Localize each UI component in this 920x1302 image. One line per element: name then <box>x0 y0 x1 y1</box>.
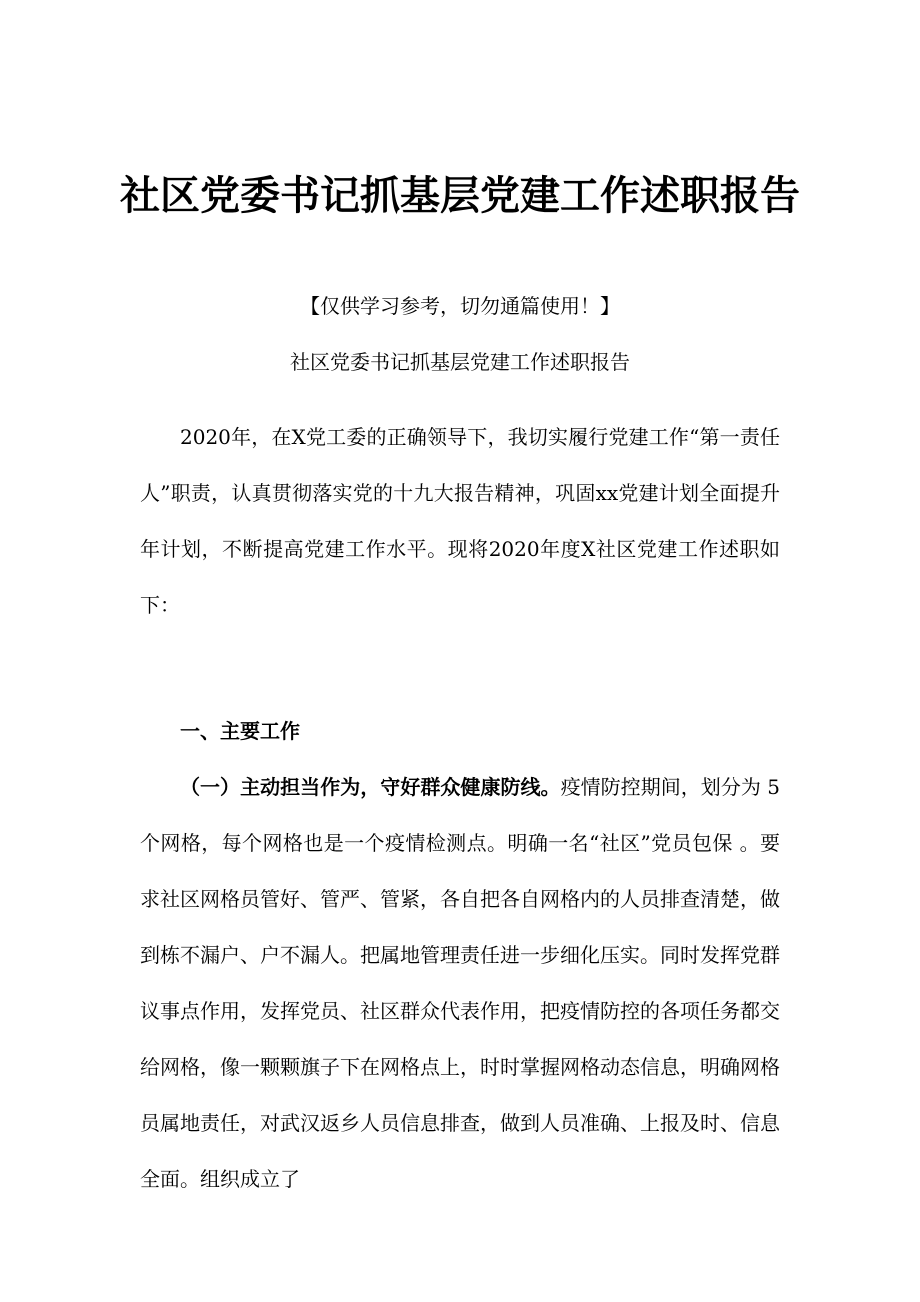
document-subtitle: 社区党委书记抓基层党建工作述职报告 <box>290 350 630 374</box>
intro-paragraph: 2020年，在X党工委的正确领导下，我切实履行党建工作“第一责任人”职责，认真贯彻落实党的十九大报告精神，巩固xx党建计划全面提升年计划，不断提高党建工作水平。现将2020年度X社区党建工作述职如下： <box>140 425 780 617</box>
item-1-body: 疫情防控期间，划分为 5个网格，每个网格也是一个疫情检测点。明确一名“社区”党员包保 。要求社区网格员管好、管严、管紧，各自把各自网格内的人员排查清楚，做到栋不漏户、户不漏人。把属地管理责任进一步细化压实。同时发挥党群议事点作用，发挥党员、社区群众代表作用，把疫情防控的各项任务都交给网格，像一颗颗旗子下在网格点上，时时掌握网格动态信息，明确网格员属地责任，对武汉返乡人员信息排查，做到人员准确、上报及时、信息全面。组织成立了 <box>140 775 780 1191</box>
item-1-paragraph <box>140 759 780 1207</box>
item-1-lead: （一）主动担当作为，守好群众健康防线。 <box>180 775 561 799</box>
usage-notice: 【仅供学习参考，切勿通篇使用！】 <box>300 294 620 318</box>
section-heading: 一、主要工作 <box>180 719 300 743</box>
document-title: 社区党委书记抓基层党建工作述职报告 <box>120 173 800 219</box>
